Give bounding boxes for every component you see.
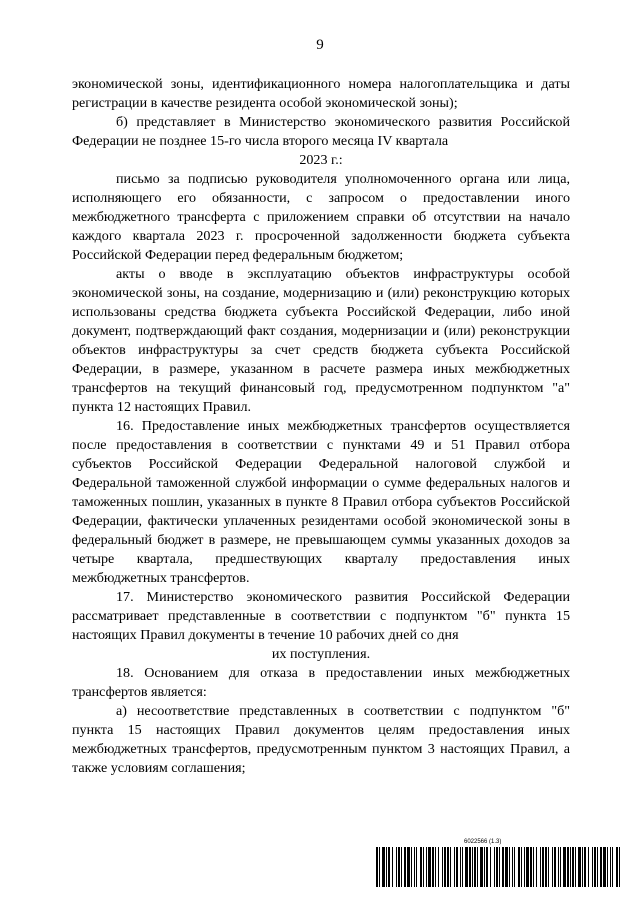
paragraph-letter: письмо за подписью руководителя уполномоченного органа или лица, исполняющего его обязанности, с запросом о предоставлении иного межбюджетного трансферта с приложением справки об отсутствии на начало каждого квартала 2023 г. просроченной задолженности бюджета субъекта Российской Федерации перед федеральным бюджетом; [72,171,570,263]
paragraph-17-end: их поступления. [271,646,371,662]
page-number: 9 [316,37,324,53]
paragraph-16: 16. Предоставление иных межбюджетных трансфертов осуществляется после предоставления в соответствии с пунктами 49 и 51 Правил отбора субъектов Российской Федерации Федеральной налоговой службой и Федеральной таможенной службой информации о сумме федеральных налогов и таможенных пошлин, указанных в пункте 8 Правил отбора субъектов Российской Федерации, фактически уплаченных резидентами особой экономической зоны в федеральный бюджет в размере, не превышающем суммы указанных доходов за четыре квартала, предшествующих кварталу предоставления иных межбюджетных трансфертов. [72,418,570,586]
document-body [72,75,570,778]
barcode-icon [376,847,624,887]
barcode-caption: 6022566 (1.3) [464,839,502,845]
paragraph-sub-b-year: 2023 г.: [299,152,343,168]
paragraph-18-a: а) несоответствие представленных в соответствии с подпунктом "б" пункта 15 настоящих Правил документов целям предоставления иных межбюджетных трансфертов, предусмотренным пунктом 3 настоящих Правил, а также условиям соглашения; [72,703,570,776]
paragraph-18: 18. Основанием для отказа в предоставлении иных межбюджетных трансфертов является: [72,665,570,700]
paragraph-acts: акты о вводе в эксплуатацию объектов инфраструктуры особой экономической зоны, на создание, модернизацию и (или) реконструкцию которых использованы средства бюджета субъекта Российской Федерации, либо иной документ, подтверждающий факт создания, модернизации и (или) реконструкции объектов инфраструктуры за счет средств бюджета субъекта Российской Федерации, в размере, указанном в расчете размера иных межбюджетных трансфертов на текущий финансовый год, предусмотренном подпунктом "а" пункта 12 настоящих Правил. [72,266,570,415]
document-barcode [376,838,624,888]
paragraph-sub-b: б) представляет в Министерство экономического развития Российской Федерации не позднее 15-го числа второго месяца IV квартала [72,114,570,149]
paragraph-17: 17. Министерство экономического развития Российской Федерации рассматривает представленные в соответствии с подпунктом "б" пункта 15 настоящих Правил документы в течение 10 рабочих дней со дня [72,589,570,643]
paragraph-zone-continuation: экономической зоны, идентификационного номера налогоплательщика и даты регистрации в качестве резидента особой экономической зоны); [72,76,570,111]
